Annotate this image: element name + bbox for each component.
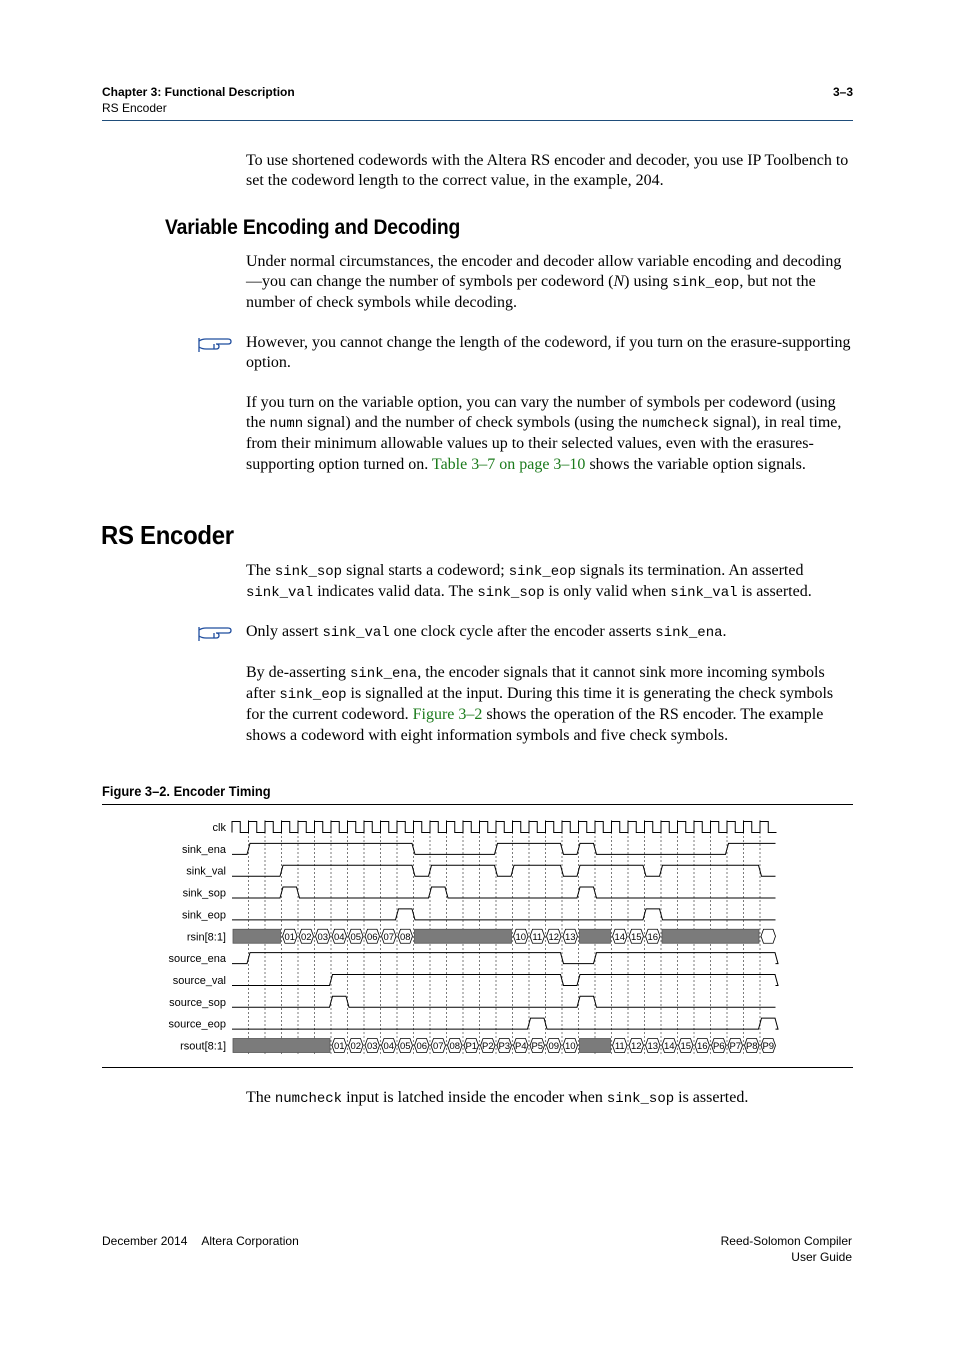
code-numn: numn: [269, 416, 304, 433]
signal-label: sink_sop: [182, 887, 226, 900]
bus-invalid: [580, 929, 611, 943]
code-numcheck: numcheck: [641, 416, 709, 433]
bus-invalid: [415, 929, 512, 943]
code-sink-ena: sink_ena: [655, 625, 723, 641]
bus-symbol-label: 15: [630, 931, 642, 943]
text-run: shows the operation of the RS encoder. The example shows a codeword with eight information symbols and five check symbols.: [246, 706, 824, 744]
signal-label: source_eop: [168, 1018, 226, 1031]
bus-symbol-label: P7: [729, 1041, 742, 1052]
text-run: If you turn on the variable option, you can vary the number of symbols per codeword (using the: [246, 394, 836, 432]
bus-symbol-label: 01: [333, 1041, 345, 1052]
signal-label: source_ena: [168, 953, 226, 966]
bus-symbol-label: 05: [399, 1041, 411, 1052]
signal-label: sink_ena: [181, 843, 226, 856]
text-run: is only valid when: [544, 583, 671, 601]
text-run: Only assert: [246, 623, 323, 640]
bus-symbol-label: 08: [399, 931, 411, 943]
text-run: The: [246, 1089, 275, 1106]
italic-n: N: [613, 273, 625, 291]
bus-symbol-label: 10: [515, 931, 527, 943]
code-sink-sop: sink_sop: [606, 1091, 675, 1107]
text-run: signal starts a codeword;: [342, 562, 509, 579]
bus-symbol: [761, 929, 776, 943]
bus-symbol-label: 02: [350, 1041, 362, 1052]
bus-symbol-label: P3: [498, 1041, 511, 1052]
text-run: Under normal circumstances, the encoder and decoder allow variable encoding and decoding—you can change the number of symbols per codeword (: [246, 253, 842, 291]
code-sink-sop: sink_sop: [274, 564, 343, 580]
pointing-hand-icon: [198, 622, 232, 642]
footer-company: Altera Corporation: [201, 1234, 299, 1248]
signal-label: rsin[8:1]: [186, 931, 226, 944]
signal-label: source_val: [172, 974, 226, 987]
text-run: signal), in real time, from their minimum allowable values up to their selected values, even with the erasures-supporting option turned on.: [246, 414, 842, 473]
bus-invalid: [233, 1039, 330, 1053]
bus-invalid: [233, 929, 281, 943]
rs-encoder-heading: RS Encoder: [101, 520, 234, 550]
text-run: is signalled at the input. During this time it is generating the check symbols for the current codeword.: [246, 685, 834, 724]
source-eop-waveform: [232, 1018, 778, 1029]
text-run: ) using: [624, 273, 673, 291]
bus-symbol-label: 15: [680, 1041, 692, 1052]
code-numcheck: numcheck: [274, 1091, 343, 1107]
figure-title: Figure 3–2. Encoder Timing: [102, 783, 271, 799]
bus-symbol-label: 04: [333, 931, 345, 943]
chapter-title: Chapter 3: Functional Description: [102, 85, 295, 99]
bus-symbol-label: P5: [531, 1041, 544, 1052]
bus-symbol-label: 05: [350, 931, 362, 943]
text-run: is asserted.: [674, 1089, 749, 1106]
text-run: indicates valid data. The: [313, 583, 478, 601]
bus-symbol-label: 07: [432, 1041, 444, 1052]
page-header: [102, 84, 853, 116]
text-run: .: [722, 623, 727, 640]
bus-symbol-label: 01: [284, 931, 296, 943]
bus-symbol-label: 03: [366, 1041, 378, 1052]
code-sink-eop: sink_eop: [508, 564, 576, 580]
bus-symbol-label: 03: [317, 931, 329, 943]
variable-paragraph-2: [246, 393, 852, 475]
signal-label: clk: [212, 822, 226, 834]
bus-symbol-label: 06: [416, 1041, 428, 1052]
signal-label: source_sop: [169, 996, 226, 1009]
code-sink-eop: sink_eop: [672, 275, 740, 292]
bus-symbol-label: 11: [614, 1041, 625, 1052]
code-sink-val: sink_val: [322, 625, 390, 641]
signal-label: sink_eop: [181, 909, 226, 922]
encoder-timing-diagram: [160, 812, 800, 1064]
encoder-paragraph-3: [246, 1088, 852, 1109]
bus-symbol-label: P8: [745, 1041, 758, 1052]
source-val-waveform: [232, 974, 778, 985]
code-sink-sop: sink_sop: [477, 585, 545, 602]
text-run: shows the variable option signals.: [585, 455, 806, 473]
sink-val-waveform: [232, 865, 776, 876]
intro-paragraph: To use shortened codewords with the Altera RS encoder and decoder, you use IP Toolbench to set the codeword length to the correct value, in the example, 204.: [246, 152, 849, 190]
figure-link[interactable]: Figure 3–2: [412, 706, 483, 724]
bus-symbol-label: 02: [300, 931, 312, 943]
text-run: signals its termination. An asserted: [575, 562, 804, 579]
footer-doc: User Guide: [791, 1250, 852, 1264]
code-sink-val: sink_val: [246, 585, 314, 602]
bus-symbol-label: P9: [762, 1041, 775, 1052]
bus-symbol-label: 10: [564, 1041, 576, 1052]
variable-heading: Variable Encoding and Decoding: [165, 216, 461, 239]
source-ena-waveform: [232, 953, 778, 964]
note-erasure: However, you cannot change the length of the codeword, if you turn on the erasure-supporting option.: [246, 334, 851, 372]
text-run: is asserted.: [737, 583, 812, 601]
clk-waveform: [232, 822, 777, 833]
sink-eop-waveform: [232, 909, 776, 920]
section-title: RS Encoder: [102, 101, 167, 115]
pointing-hand-icon: [198, 333, 232, 353]
encoder-paragraph-2: [246, 663, 852, 746]
code-sink-ena: sink_ena: [349, 666, 418, 682]
bus-symbol-label: 14: [614, 931, 626, 943]
bus-symbol-label: 16: [696, 1041, 708, 1052]
code-sink-val: sink_val: [670, 585, 738, 602]
bus-invalid: [662, 929, 759, 943]
variable-paragraph-1: [246, 252, 852, 314]
note-sink-val: [246, 622, 852, 643]
figure-top-rule: [102, 804, 853, 805]
text-run: , the encoder signals that it cannot sink more incoming symbols after: [246, 664, 825, 703]
text-run: The: [246, 562, 275, 579]
bus-symbol-label: 09: [548, 1041, 560, 1052]
text-run: By de-asserting: [246, 664, 350, 681]
table-link[interactable]: Table 3–7 on page 3–10: [431, 455, 586, 473]
text-run: one clock cycle after the encoder asserts: [389, 623, 656, 640]
bus-symbol-label: 12: [548, 931, 560, 943]
header-rule: [102, 120, 853, 121]
page-footer-left: [102, 1233, 299, 1249]
bus-symbol-label: P2: [481, 1041, 494, 1052]
encoder-paragraph-1: [246, 561, 852, 603]
text-run: input is latched inside the encoder when: [342, 1089, 607, 1106]
bus-symbol-label: 13: [564, 931, 576, 943]
page-footer-right: [721, 1233, 852, 1265]
bus-symbol-label: 14: [663, 1041, 675, 1052]
bus-symbol-label: 12: [630, 1041, 642, 1052]
bus-symbol-label: 08: [449, 1041, 461, 1052]
text-run: signal) and the number of check symbols (using the: [303, 414, 642, 432]
signal-label: rsout[8:1]: [180, 1040, 226, 1053]
bus-symbol-label: P6: [712, 1041, 725, 1052]
bus-invalid: [580, 1039, 611, 1053]
bus-symbol-label: P1: [465, 1041, 478, 1052]
text-run: , but not the number of check symbols while decoding.: [246, 273, 816, 312]
page-number: 3–3: [832, 85, 853, 99]
bus-symbol-label: 04: [383, 1041, 395, 1052]
bus-symbol-label: 06: [366, 931, 378, 943]
code-sink-eop: sink_eop: [279, 687, 347, 704]
signal-label: sink_val: [186, 865, 226, 878]
footer-product: Reed-Solomon Compiler: [720, 1234, 852, 1248]
bus-symbol-label: 13: [647, 1041, 659, 1052]
bus-symbol-label: P4: [514, 1041, 527, 1052]
bus-symbol-label: 16: [647, 931, 659, 943]
bus-symbol-label: 07: [383, 931, 395, 943]
footer-date: December 2014: [102, 1234, 188, 1248]
figure-bottom-rule: [102, 1067, 853, 1068]
bus-symbol-label: 11: [532, 931, 543, 943]
